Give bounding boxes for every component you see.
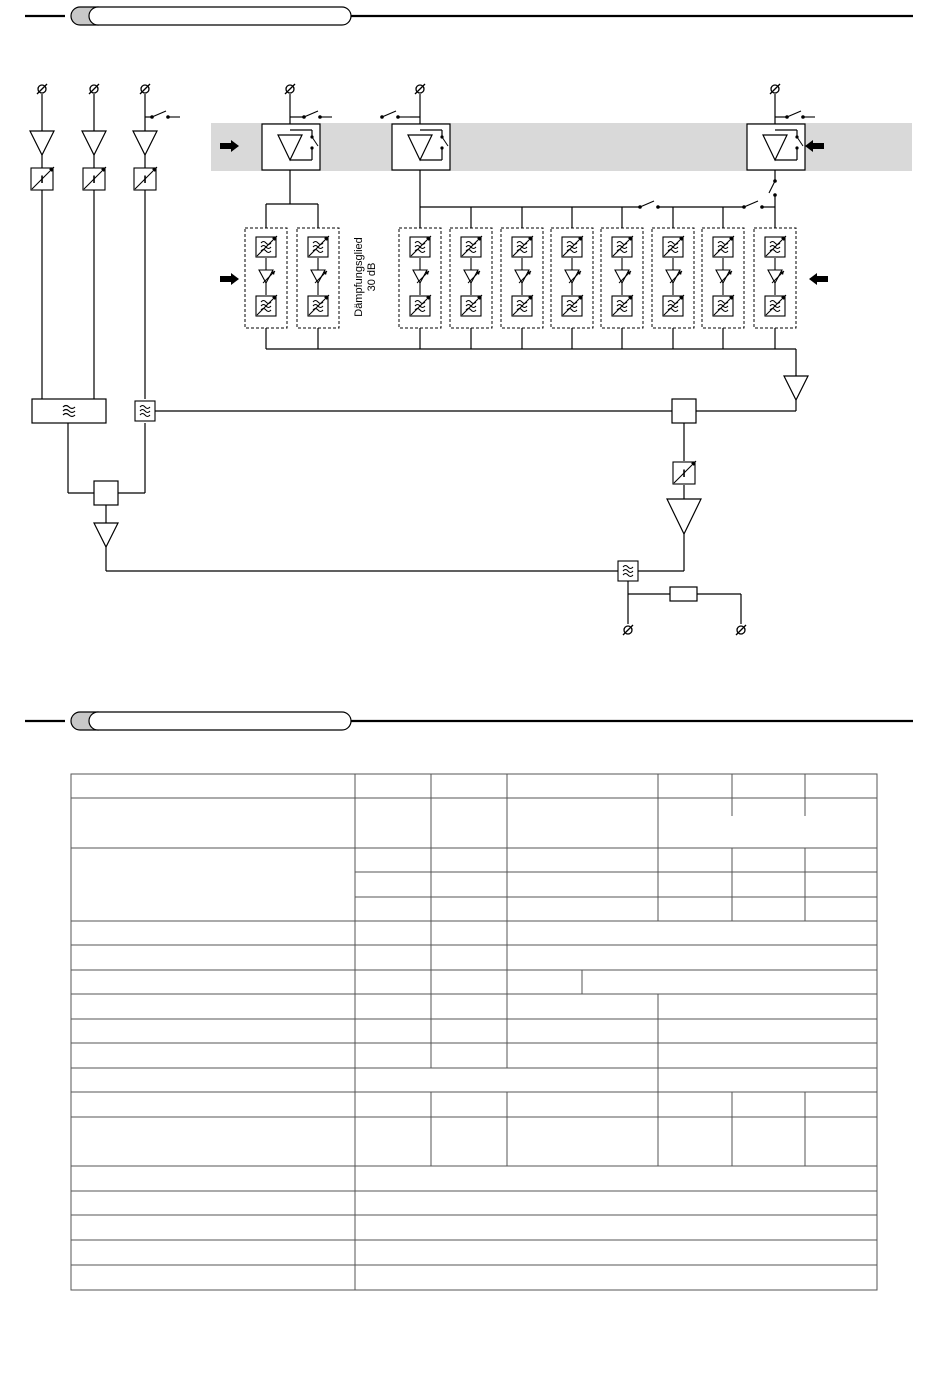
tunable-filter-icon <box>765 236 786 257</box>
amplifier-icon <box>94 523 118 547</box>
amplifier-icon <box>82 131 106 155</box>
input-terminal-6 <box>770 84 780 94</box>
output-terminal-2 <box>736 625 746 635</box>
switch-icon <box>785 111 815 119</box>
filter-icon <box>618 561 638 581</box>
channel-module <box>601 228 643 328</box>
attenuator-value-text: 30 dB <box>366 262 378 292</box>
tunable-filter-icon <box>410 295 431 316</box>
tunable-filter-icon <box>612 236 633 257</box>
channel-module <box>551 228 593 328</box>
channel-module <box>652 228 694 328</box>
switch-icon <box>638 201 764 209</box>
tunable-filter-icon <box>713 236 734 257</box>
channel-module <box>245 228 287 328</box>
channel-modules <box>245 228 796 328</box>
tunable-filter-icon <box>713 295 734 316</box>
channel-module <box>297 228 339 328</box>
input-terminal-2 <box>89 84 99 94</box>
tunable-filter-icon <box>410 236 431 257</box>
attenuator-icon <box>83 167 106 190</box>
channel-module <box>399 228 441 328</box>
attenuator-label-text: Dämpfungsglied <box>353 237 365 317</box>
switch-icon <box>150 111 180 119</box>
switch-icon <box>769 179 777 197</box>
input-terminal-3 <box>140 84 150 94</box>
section-header-2 <box>25 712 913 730</box>
tunable-filter-icon <box>512 236 533 257</box>
tunable-filter-icon <box>256 236 277 257</box>
tunable-filter-icon <box>562 236 583 257</box>
tunable-filter-icon <box>461 236 482 257</box>
channel-module <box>501 228 543 328</box>
amplifier-icon <box>133 131 157 155</box>
attenuator-label <box>353 237 378 317</box>
tunable-filter-icon <box>765 295 786 316</box>
switch-icon <box>380 111 410 119</box>
tunable-filter-icon <box>663 236 684 257</box>
output-terminal-1 <box>623 625 633 635</box>
input-terminal-4 <box>285 84 295 94</box>
channel-module <box>754 228 796 328</box>
tunable-filter-icon <box>308 236 329 257</box>
attenuator-icon <box>673 461 696 484</box>
tunable-filter-icon <box>612 295 633 316</box>
left-combiner <box>32 399 796 571</box>
filter-icon <box>135 401 155 421</box>
tunable-filter-icon <box>663 295 684 316</box>
arrow-right-icon <box>220 273 239 285</box>
output-chain <box>628 376 808 624</box>
spec-table <box>71 774 877 1290</box>
tunable-filter-icon <box>512 295 533 316</box>
section-header-1 <box>25 7 913 25</box>
tunable-filter-icon <box>308 295 329 316</box>
tunable-filter-icon <box>461 295 482 316</box>
attenuator-icon <box>134 167 157 190</box>
amplifier-icon <box>30 131 54 155</box>
arrow-left-icon <box>809 273 828 285</box>
attenuator-icon <box>31 167 54 190</box>
tunable-filter-icon <box>256 295 277 316</box>
input-terminal-1 <box>37 84 47 94</box>
channel-module <box>702 228 744 328</box>
switch-icon <box>302 111 332 119</box>
tunable-filter-icon <box>562 295 583 316</box>
input-terminal-5 <box>415 84 425 94</box>
channel-module <box>450 228 492 328</box>
